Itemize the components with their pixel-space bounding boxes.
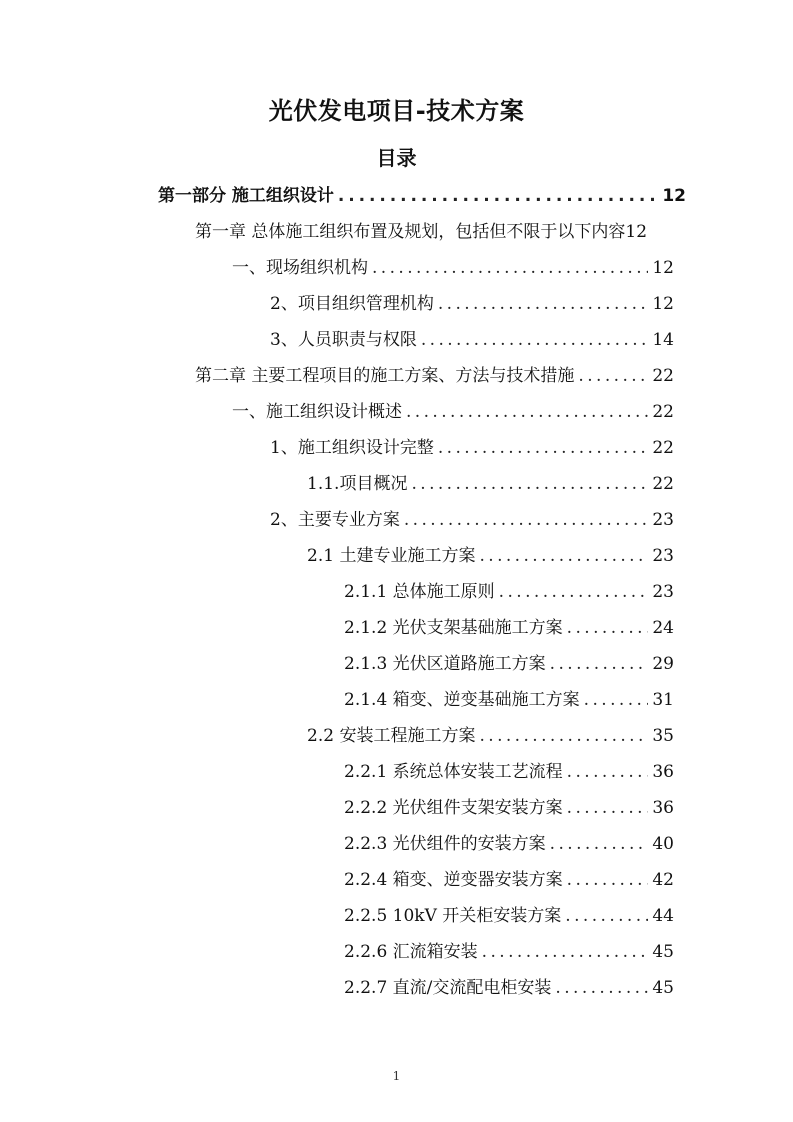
toc-leader-dots	[438, 286, 649, 322]
toc-entry-page: 12	[652, 258, 674, 278]
toc-entry[interactable]	[195, 358, 674, 394]
toc-entry[interactable]	[270, 430, 674, 466]
page-number: 1	[392, 1069, 401, 1083]
toc-entry-page: 35	[652, 726, 674, 746]
toc-entry-page: 24	[652, 618, 674, 638]
toc-entry[interactable]	[307, 538, 674, 574]
toc-entry[interactable]	[195, 214, 691, 250]
toc-leader-dots	[550, 646, 649, 682]
toc-heading: 目录	[376, 146, 417, 170]
toc-leader-dots	[550, 826, 649, 862]
toc-entry[interactable]	[344, 898, 674, 934]
toc-leader-dots	[438, 430, 649, 466]
toc-entry[interactable]	[307, 718, 674, 754]
toc-leader-dots	[482, 934, 649, 970]
toc-entry-page: 23	[652, 582, 674, 602]
toc-entry-text: 2.2.3 光伏组件的安装方案	[344, 834, 546, 854]
toc-entry-text: 2.1.2 光伏支架基础施工方案	[344, 618, 563, 638]
toc-entry-text: 第二章 主要工程项目的施工方案、方法与技术措施	[195, 366, 575, 386]
toc-entry-text: 2.2 安装工程施工方案	[307, 726, 476, 746]
toc-leader-dots	[406, 394, 648, 430]
toc-entry[interactable]	[344, 754, 674, 790]
toc-entry-text: 2.2.4 箱变、逆变器安装方案	[344, 870, 563, 890]
toc-entry-text: 2.2.1 系统总体安装工艺流程	[344, 762, 563, 782]
toc-entry-text: 1、施工组织设计完整	[270, 438, 434, 458]
toc-leader-dots	[567, 790, 649, 826]
toc-leader-dots	[499, 574, 649, 610]
toc-entry-page: 40	[652, 834, 674, 854]
toc-entry-page: 23	[652, 546, 674, 566]
toc-entry-text: 2.1.3 光伏区道路施工方案	[344, 654, 546, 674]
toc-entry[interactable]	[344, 610, 674, 646]
toc-entry-page: 12	[652, 294, 674, 314]
toc-entry-text: 第一章 总体施工组织布置及规划，包括但不限于以下内容	[195, 222, 626, 242]
document-title: 光伏发电项目-技术方案	[268, 97, 525, 125]
toc-entry[interactable]	[344, 790, 674, 826]
toc-entry-page: 31	[652, 690, 674, 710]
toc-entry-text: 2.1.1 总体施工原则	[344, 582, 495, 602]
toc-entry-page: 23	[652, 510, 674, 530]
toc-leader-dots	[479, 718, 648, 754]
toc-entry-page: 22	[652, 402, 674, 422]
toc-leader-dots	[567, 610, 649, 646]
toc-entry-page: 45	[652, 942, 674, 962]
toc-entry[interactable]	[344, 826, 674, 862]
toc-leader-dots	[567, 754, 649, 790]
toc-entry-text: 2.2.7 直流/交流配电柜安装	[344, 978, 552, 998]
toc-entry-text: 2.2.2 光伏组件支架安装方案	[344, 798, 563, 818]
toc-entry-page: 22	[652, 474, 674, 494]
toc-entry[interactable]	[344, 646, 674, 682]
toc-entry-text: 2、项目组织管理机构	[270, 294, 434, 314]
toc-entry-page: 22	[652, 438, 674, 458]
toc-leader-dots	[372, 250, 648, 286]
toc-entry[interactable]	[307, 466, 674, 502]
toc-entry[interactable]	[344, 934, 674, 970]
toc-entry-text: 2.1 土建专业施工方案	[307, 546, 476, 566]
toc-leader-dots	[584, 682, 649, 718]
toc-entry-text: 一、施工组织设计概述	[232, 402, 402, 422]
toc-entry-text: 2.2.6 汇流箱安装	[344, 942, 478, 962]
toc-leader-dots	[411, 466, 648, 502]
toc-entry-page: 44	[652, 906, 674, 926]
toc-entry-page: 12	[625, 222, 648, 242]
toc-leader-dots	[421, 322, 649, 358]
toc-leader-dots	[578, 358, 648, 394]
toc-entry-text: 2.2.5 10kV 开关柜安装方案	[344, 906, 562, 926]
toc-entry-page: 22	[652, 366, 674, 386]
toc-entry[interactable]	[158, 178, 686, 214]
toc-leader-dots	[567, 862, 649, 898]
toc-leader-dots	[479, 538, 648, 574]
toc-entry[interactable]	[270, 286, 674, 322]
toc-entry-text: 2、主要专业方案	[270, 510, 400, 530]
toc-entry[interactable]	[344, 682, 674, 718]
toc-entry-page: 14	[652, 330, 674, 350]
toc-entry-text: 1.1.项目概况	[307, 474, 408, 494]
toc-leader-dots	[404, 502, 649, 538]
toc-entry[interactable]	[344, 862, 674, 898]
toc-entry[interactable]	[232, 394, 674, 430]
toc-entry[interactable]	[344, 970, 674, 1006]
toc-entry-page: 36	[652, 798, 674, 818]
toc-entry-text: 2.1.4 箱变、逆变基础施工方案	[344, 690, 580, 710]
toc-entry[interactable]	[270, 502, 674, 538]
toc-leader-dots	[565, 898, 648, 934]
toc-entry[interactable]	[232, 250, 674, 286]
toc-entry-text: 3、人员职责与权限	[270, 330, 417, 350]
toc-entry-text: 第一部分 施工组织设计	[158, 186, 334, 206]
toc-entry-page: 29	[652, 654, 674, 674]
toc-entry-page: 12	[662, 186, 686, 206]
toc-entry-text: 一、现场组织机构	[232, 258, 368, 278]
toc-entry-page: 36	[652, 762, 674, 782]
toc-entry-page: 42	[652, 870, 674, 890]
toc-leader-dots	[555, 970, 648, 1006]
toc-entry-page: 45	[652, 978, 674, 998]
toc-entry[interactable]	[344, 574, 674, 610]
toc-entry[interactable]	[270, 322, 674, 358]
toc-leader-dots	[338, 178, 658, 214]
